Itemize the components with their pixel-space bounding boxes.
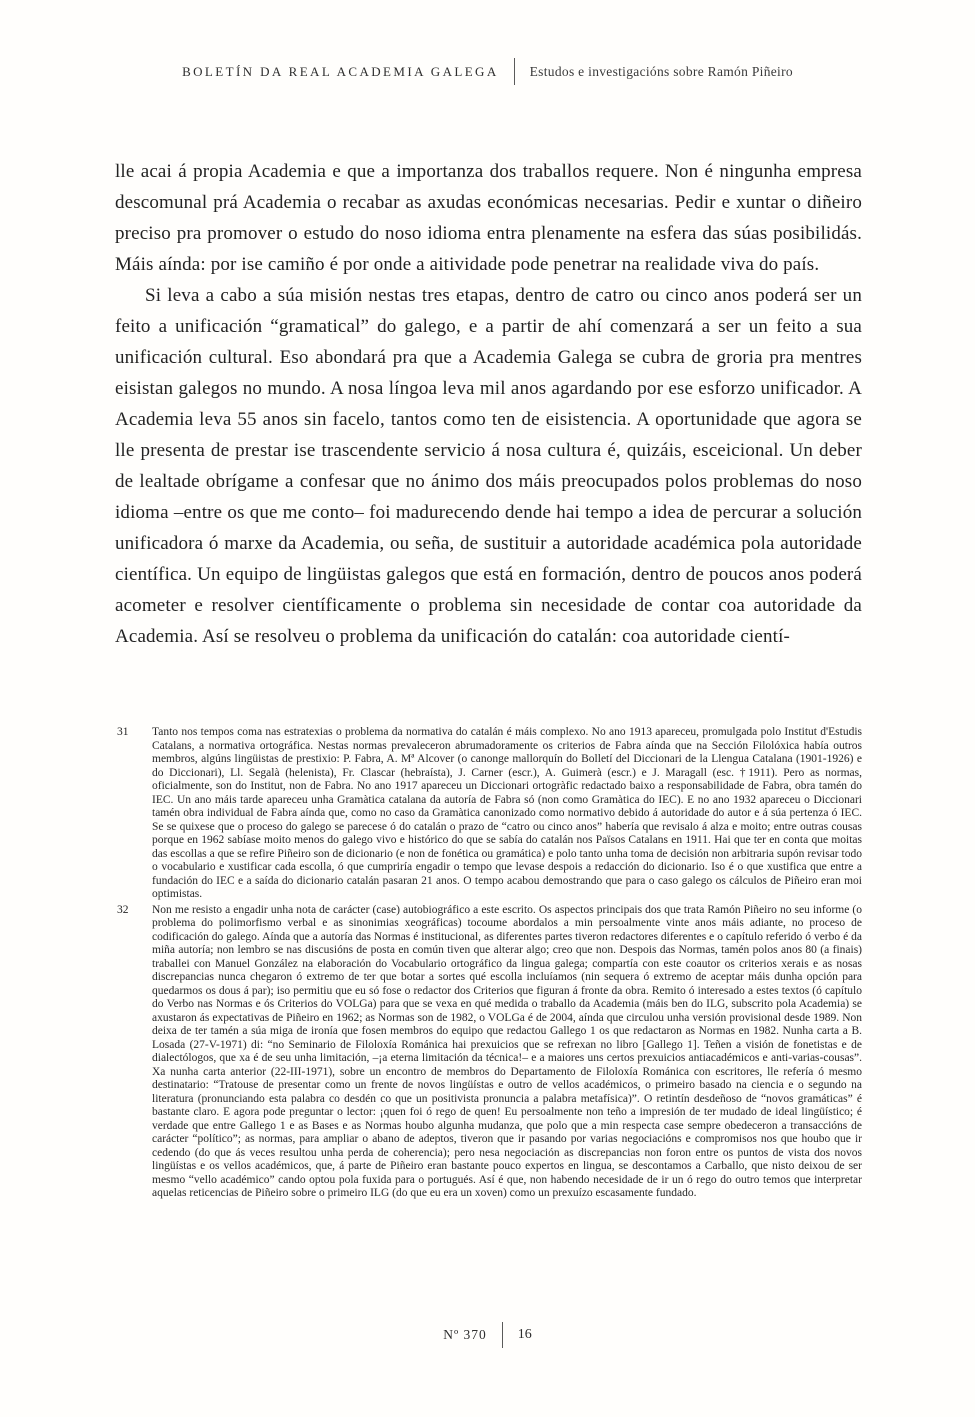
body-paragraph-2: Si leva a cabo a súa misión nestas tres etapas, dentro de catro ou cinco anos poderá ser un feito a unificación “gramatical” do galego, e a partir de ahí comenzará a ser un feito a sua unificación cultural. Eso abondará pra que a Academia Galega se cubra de groria pra mentres eisistan galegos no mundo. A nosa língoa leva mil anos agardando por ese esforzo unificador. A Academia leva 55 anos sin facelo, tantos como ten de eisistencia. A oportunidade que agora se lle presenta de prestar ise trascendente servicio á nosa cultura é, quizáis, esceicional. Un deber de lealtade obrígame a confesar que no ánimo dos máis preocupados polos problemas do noso idioma –entre os que me conto– foi madurecendo dende hai tempo a idea de percurar a solución unificadora ó marxe da Academia, ou seña, de sustituir a autoridade académica pola autoridade científica. Un equipo de lingüistas galegos que está en formación, dentro de poucos anos poderá acometer e resolver científicamente o problema sin necesidade de contar coa autoridade da Academia. Así se resolveu o problema da unificación do catalán: coa autoridade cientí- bbox=[115, 285, 862, 647]
journal-title: BOLETÍN DA REAL ACADEMIA GALEGA bbox=[182, 63, 499, 79]
article-body bbox=[115, 156, 862, 652]
body-paragraph-1: lle acai á propia Academia e que a importanza dos traballos requere. Non é ningunha empresa descomunal prá Academia o recabar as axudas económicas necesarias. Pedir e xuntar o diñeiro preciso pra promover o estudo do noso idioma entra plenamente na esfera das súas posibilidás. Máis aínda: por ise camiño é por onde a aitividade pode penetrar na realidade viva do país. bbox=[115, 161, 862, 275]
footer-divider bbox=[502, 1322, 503, 1348]
footnote-text: Tanto nos tempos coma nas estratexias o problema da normativa do catalán é máis complexo. No ano 1913 apareceu, promulgada polo Institut d'Estudis Catalans, a normativa ortográfica. Nestas normas prevaleceron abrumadoramente os criterios de Fabra aínda que na Sección Filolóxica había outros membros, algúns lingüistas de prestixio: P. Fabra, A. Mª Alcover (o canonge mallorquín do Bolletí del Diccionari de la Llengua Catalana (1901-1926) e do Diccionari), Ll. Segalà (helenista), Fr. Clascar (hebraísta), J. Carner (escr.), A. Guimerà (escr.) e J. Maragall (esc. †1911). Pero as normas, oficialmente, son do Institut, non de Fabra. No ano 1917 apareceu un Diccionari ortogràfic redactado baixo a responsabilidade de Fabra, obra tamén do IEC. Un ano máis tarde apareceu unha Gramàtica catalana da autoría de Fabra só (non como Gramàtica do IEC). E no ano 1932 apareceu o Diccionari tamén obra individual de Fabra aínda que, como no caso da Gramàtica canonizado como normativo debido á autoridade do autor e á súa pertenza ó IEC. Se se quixese que o proceso do galego se parecese ó do catalán o prazo de “catro ou cinco anos” habería que revisalo á alza e moito; entre outras cousas porque en 1962 sabíase moito menos do galego vivo e histórico do que se sabía do catalán nos Països Catalans en 1911. Hai que ter en conta que moitas das escollas a que se refire Piñeiro son de dicionario (e non de fonética ou gramática) e polo tanto unha toma de decisión non arbitraria supón revisar todo o vocabulario e xustificar cada escolla, ó que cumpriría engadir o tempo que levase despois a redacción do dicionario. Iso é o que xustifica que entre a fundación do IEC e a saída do dicionario catalán pasaran 21 anos. O tempo acabou demostrando que para o caso galego os cálculos de Piñeiro eran moi optimistas. bbox=[152, 726, 862, 900]
footnote-text: Non me resisto a engadir unha nota de carácter (case) autobiográfico a este escrito. Os aspectos principais dos que trata Ramón Piñeiro no seu informe (o problema do polimorfismo verbal e as sinonimias xeográficas) tocoume abordalos a min persoalmente vinte anos máis adiante, no proceso de codificación do galego. Aínda que a autoría das Normas é institucional, as diferentes partes tiveron redactores diferentes e o capítulo referido ó verbo é da miña autoría; non lembro se nas discusións de posta en común tiven que alterar algo; creo que non. Despois das Normas, tamén polos anos 80 (a finais) traballei con Manuel González na elaboración do Vocabulario ortográfico da lingua galega; compartía con este coautor os criterios xerais e as nosas discrepancias nunca chegaron ó extremo de ter que botar a sortes qué escolla incluíamos (nin sequera ó extremo de aceptar máis dunha opción para quedarmos os dous á par); iso permitiu que eu só fose o redactor dos Criterios que figuran á fronte da obra. Remito ó interesado a estes textos (ó capítulo do Verbo nas Normas e ós Criterios do VOLGa) para que se vexa en qué medida o traballo da Academia (máis ben do ILG, subscrito pola Academia) se axustaron ás expectativas de Piñeiro en 1962; as Normas son de 1982, o VOLGa é de 2004, aínda que circulou unha versión provisional desde 1989. Non deixa de ter tamén a súa miga de ironía que fosen membros do equipo que redactou Gallego 1 os que redactaron as Normas en 1982. Nunha carta a B. Losada (27-V-1971) di: “no Seminario de Filoloxía Románica hai prexuicios que se refrexan no libro [Gallego 1]. Teñen a visión de fonetistas e de dialectólogos, que xa é de seu unha limitación, –¡a eterna limitación da técnica!– e a maiores uns certos prexuicios antiacadémicos e anti-varias-cousas”. Xa nunha carta anterior (22-III-1971), sobre un encontro de membros do Departamento de Filoloxía Románica con escritores, lle refería ó mesmo destinatario: “Tratouse de presentar como un frente de novos lingüístas e outro de vellos académicos, o primeiro basado na ciencia e o segundo na literatura (pronunciando esta palabra co desdén co que un positivista pronuncia a palabra metafísica)”. O retintín desdeñoso de “novos gramáticas” é bastante claro. E agora pode preguntar o lector: ¡quen foi ó rego de quen! Eu persoalmente non teño a impresión de ter mudado de ideal lingüístico; é verdade que entre Gallego 1 e as Bases e as Normas houbo algunha mudanza, que polo que a min respecta case sempre obedeceron a transaccións de carácter “político”; as normas, para ampliar o abano de adeptos, tiveron que ir pasando por varias negociacións e compromisos nos que houbo que ir cedendo (do que ás veces resultou unha perda de coherencia); pero nesa negociación as discrepancias non foron entre os puntos de vista dos novos lingüístas e os vellos académicos, que, á parte de Piñeiro eran bastante pouco expertos en lingua, se descontamos a Carballo, que nisto deixou de ser mesmo “vello académico” cando optou pola fuxida para o portugués. Así é que, non habendo necesidade de ir un ó rego do outro temos que interpretar aquelas reticencias de Piñeiro sobre o primeiro ILG (do que eu era un xoven) como un prexuízo escasamente fundado. bbox=[152, 903, 862, 1199]
page-number: 16 bbox=[517, 1327, 532, 1342]
page-footer bbox=[0, 1322, 975, 1348]
footnote-32 bbox=[115, 904, 862, 1201]
footnotes-section bbox=[115, 726, 862, 1203]
header-divider bbox=[514, 58, 515, 85]
footnote-31 bbox=[115, 726, 862, 902]
page-header bbox=[0, 58, 975, 85]
issue-number: Nº 370 bbox=[443, 1327, 487, 1342]
article-title: Estudos e investigacións sobre Ramón Piñeiro bbox=[529, 63, 793, 79]
footnote-number: 32 bbox=[117, 903, 129, 916]
footnote-number: 31 bbox=[117, 726, 129, 738]
